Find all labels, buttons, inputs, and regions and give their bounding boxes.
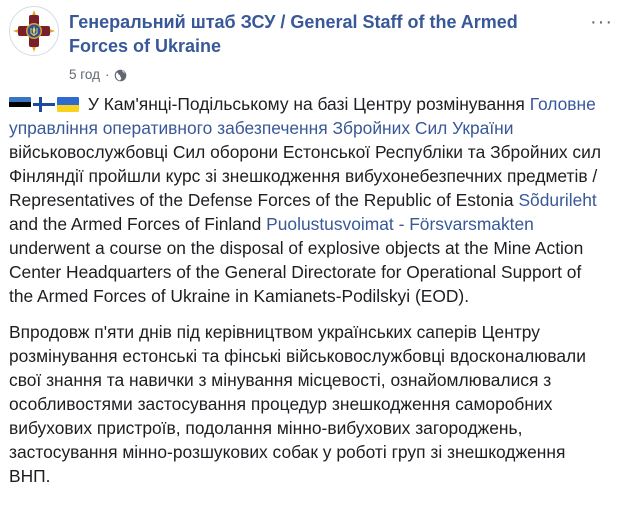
estonia-flag-icon: [9, 97, 31, 112]
post-meta: [69, 66, 127, 84]
post-text-segment: військовослужбовці Сил оборони Естонської Республіки та Збройних сил Фінляндії пройшли курс зі знешкодження вибухонебезпечних предметів / Representatives of the Defense Forces of the Republic of Estonia: [9, 142, 601, 210]
finland-flag-icon: [33, 97, 55, 112]
mention-link-puolustusvoimat[interactable]: Puolustusvoimat - Försvarsmakten: [266, 214, 534, 234]
general-staff-emblem-icon: [10, 7, 58, 55]
post-timestamp[interactable]: 5 год: [69, 67, 100, 82]
post-text-segment: У Кам'янці-Подільському на базі Центру розмінування: [83, 94, 530, 114]
meta-separator: ·: [104, 67, 110, 82]
ukraine-flag-icon: [57, 97, 79, 112]
more-options-button[interactable]: ···: [590, 11, 613, 33]
flags-emoji: [9, 97, 79, 112]
post-body: [9, 92, 609, 488]
page-name-link[interactable]: Генеральний штаб ЗСУ / General Staff of the Armed Forces of Ukraine: [69, 12, 518, 56]
post-text-segment: and the Armed Forces of Finland: [9, 214, 267, 234]
post-paragraph-1: [9, 92, 609, 308]
post-paragraph-2: Впродовж п'яти днів під керівництвом українських саперів Центру розмінування естонські та фінські військовослужбовці вдосконалювали свої знання та навички з мінування місцевості, ознайомлювалися з особливостями застосування процедур знешкодження саморобних вибухових пристроїв, подолання мінно-вибухових загороджень, застосування мінно-розшукових собак у роботі груп зі знешкодження ВНП.: [9, 322, 586, 486]
page-avatar[interactable]: [9, 6, 59, 56]
mention-link-sodurileht[interactable]: Sõdurileht: [518, 190, 597, 210]
globe-icon[interactable]: [114, 69, 127, 82]
post-text-segment: underwent a course on the disposal of explosive objects at the Mine Action Center Headquarters of the General Directorate for Operational Support of the Armed Forces of Ukraine in Kamianets-Podilskyi (EOD).: [9, 238, 584, 306]
mention-link-general-directorate[interactable]: Головне управління оперативного забезпечення Збройних Сил України: [9, 94, 596, 138]
